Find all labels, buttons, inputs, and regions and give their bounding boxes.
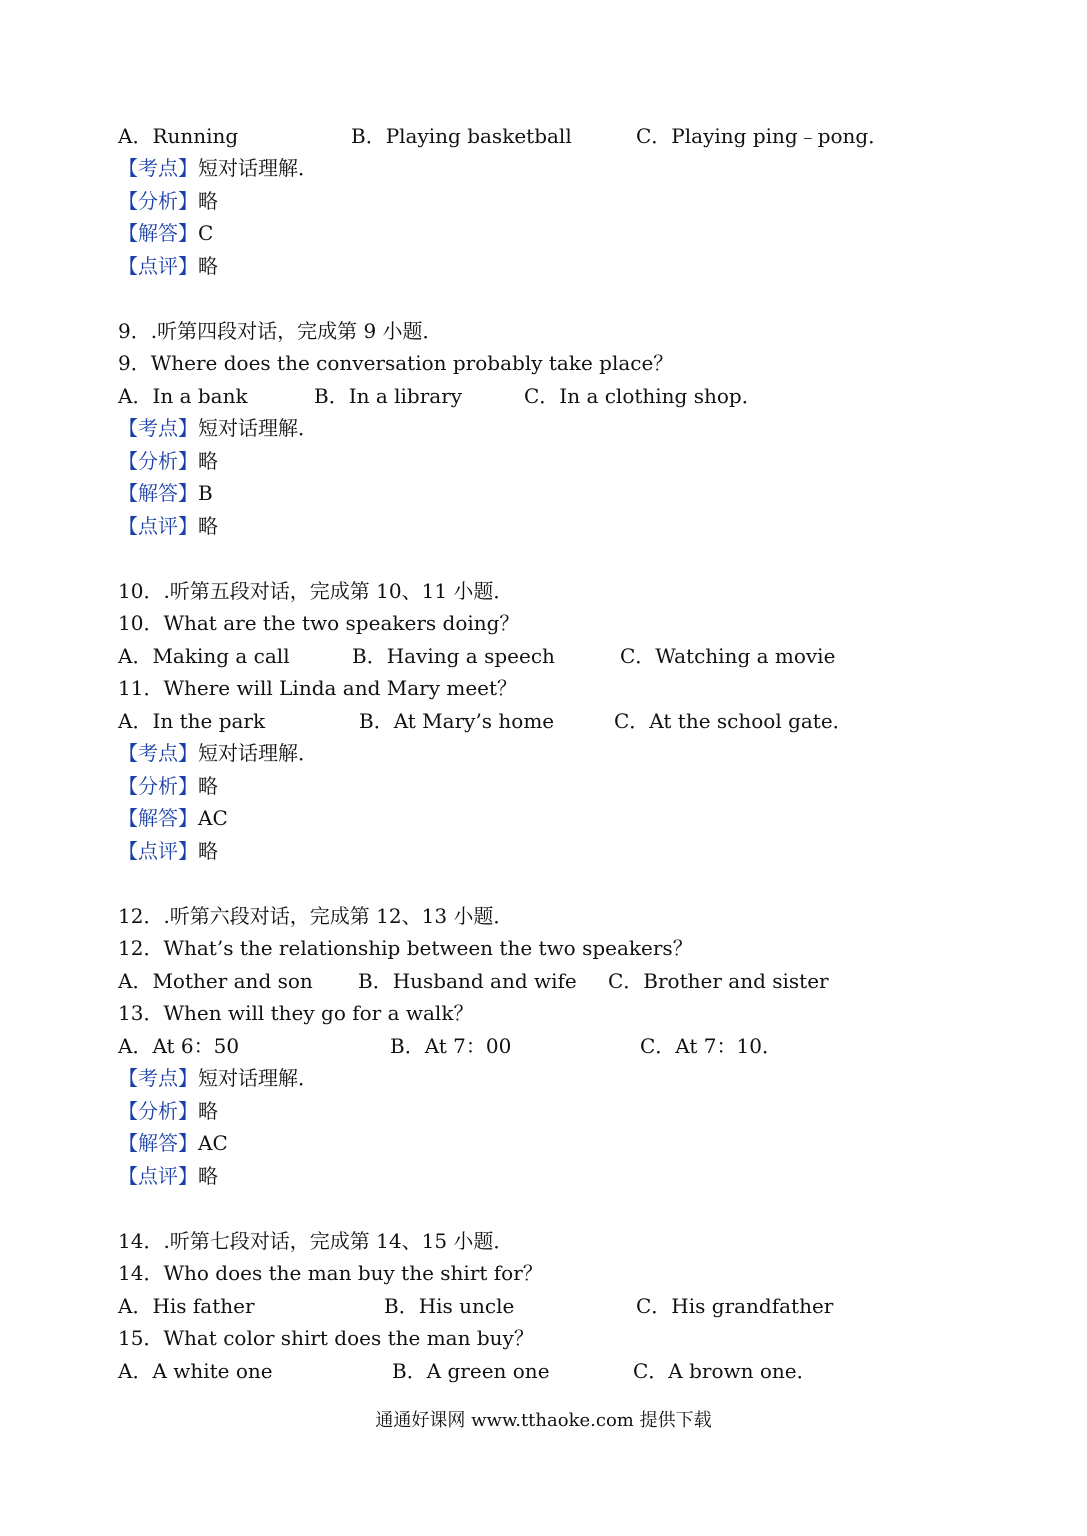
option-a: A．His father: [118, 1294, 255, 1318]
dianping-line: [118, 252, 218, 280]
page-footer: 通通好课网 www.tthaoke.com 提供下载: [375, 1410, 712, 1431]
option-b: B．Playing basketball: [351, 124, 572, 148]
kaodian-text: 短对话理解．: [198, 156, 318, 180]
dianping-label: 【点评】: [118, 514, 198, 538]
kaodian-label: 【考点】: [118, 416, 198, 440]
fenxi-text: 略: [198, 1099, 218, 1123]
option-b: B．At 7：00: [390, 1034, 512, 1058]
dianping-text: 略: [198, 1164, 218, 1188]
option-a: A．Running: [118, 124, 239, 148]
question-text: 13．When will they go for a walk？: [118, 1001, 474, 1025]
jieda-text: B: [198, 481, 213, 505]
option-a: A．A white one: [118, 1359, 273, 1383]
option-c: C．A brown one．: [633, 1359, 817, 1383]
option-b: B．In a library: [314, 384, 463, 408]
fenxi-line: [118, 772, 218, 800]
dianping-text: 略: [198, 839, 218, 863]
option-c: C．At the school gate．: [614, 709, 853, 733]
fenxi-text: 略: [198, 449, 218, 473]
option-a: A．At 6：50: [118, 1034, 240, 1058]
kaodian-text: 短对话理解．: [198, 741, 318, 765]
kaodian-text: 短对话理解．: [198, 1066, 318, 1090]
question-text: 12．What’s the relationship between the two speakers？: [118, 936, 693, 960]
dianping-text: 略: [198, 514, 218, 538]
kaodian-label: 【考点】: [118, 741, 198, 765]
kaodian-line: [118, 414, 318, 442]
dianping-line: [118, 1162, 218, 1190]
option-c: C．At 7：10．: [640, 1034, 782, 1058]
fenxi-label: 【分析】: [118, 774, 198, 798]
option-c: C．Brother and sister: [608, 969, 829, 993]
kaodian-line: [118, 1064, 318, 1092]
kaodian-line: [118, 739, 318, 767]
kaodian-label: 【考点】: [118, 156, 198, 180]
option-c: C．Watching a movie: [620, 644, 836, 668]
jieda-line: [118, 219, 213, 247]
jieda-label: 【解答】: [118, 1131, 198, 1155]
option-b: B．Having a speech: [352, 644, 555, 668]
kaodian-line: [118, 154, 318, 182]
option-a: A．Mother and son: [118, 969, 313, 993]
question-text: 9．Where does the conversation probably take place？: [118, 351, 674, 375]
jieda-text: AC: [198, 1131, 228, 1155]
jieda-line: [118, 479, 213, 507]
jieda-label: 【解答】: [118, 806, 198, 830]
option-c: C．In a clothing shop．: [524, 384, 762, 408]
jieda-label: 【解答】: [118, 481, 198, 505]
dianping-label: 【点评】: [118, 1164, 198, 1188]
dianping-line: [118, 512, 218, 540]
section-intro: 9．.听第四段对话，完成第 9 小题．: [118, 319, 443, 343]
option-a: A．In the park: [118, 709, 266, 733]
question-text: 15．What color shirt does the man buy？: [118, 1326, 534, 1350]
dianping-label: 【点评】: [118, 254, 198, 278]
kaodian-label: 【考点】: [118, 1066, 198, 1090]
option-a: A．Making a call: [118, 644, 290, 668]
question-text: 10．What are the two speakers doing？: [118, 611, 520, 635]
option-b: B．A green one: [392, 1359, 550, 1383]
jieda-line: [118, 1129, 228, 1157]
question-text: 14．Who does the man buy the shirt for？: [118, 1261, 543, 1285]
fenxi-line: [118, 447, 218, 475]
option-b: B．At Mary’s home: [359, 709, 555, 733]
option-b: B．His uncle: [384, 1294, 515, 1318]
option-b: B．Husband and wife: [358, 969, 577, 993]
question-text: 11．Where will Linda and Mary meet？: [118, 676, 518, 700]
dianping-label: 【点评】: [118, 839, 198, 863]
fenxi-label: 【分析】: [118, 449, 198, 473]
option-c: C．His grandfather: [636, 1294, 834, 1318]
jieda-line: [118, 804, 228, 832]
dianping-text: 略: [198, 254, 218, 278]
section-intro: 10．.听第五段对话，完成第 10、11 小题．: [118, 579, 514, 603]
fenxi-text: 略: [198, 189, 218, 213]
fenxi-line: [118, 187, 218, 215]
jieda-text: C: [198, 221, 214, 245]
dianping-line: [118, 837, 218, 865]
jieda-label: 【解答】: [118, 221, 198, 245]
fenxi-label: 【分析】: [118, 189, 198, 213]
jieda-text: AC: [198, 806, 228, 830]
section-intro: 12．.听第六段对话，完成第 12、13 小题．: [118, 904, 514, 928]
fenxi-text: 略: [198, 774, 218, 798]
section-intro: 14．.听第七段对话，完成第 14、15 小题．: [118, 1229, 514, 1253]
fenxi-line: [118, 1097, 218, 1125]
kaodian-text: 短对话理解．: [198, 416, 318, 440]
option-c: C．Playing ping﹣pong．: [636, 124, 889, 148]
option-a: A．In a bank: [118, 384, 248, 408]
fenxi-label: 【分析】: [118, 1099, 198, 1123]
